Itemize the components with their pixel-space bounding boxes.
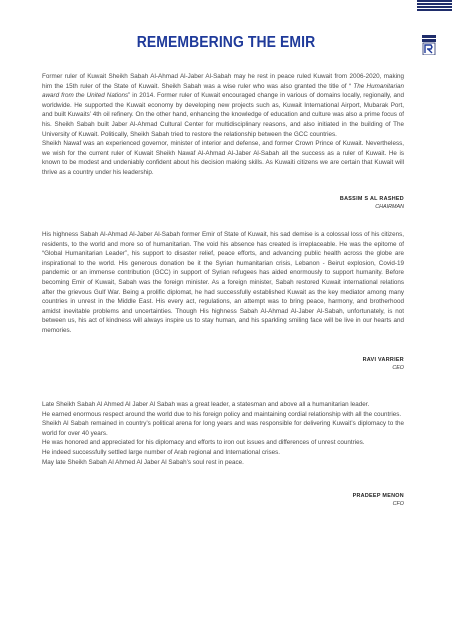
header-stripes	[417, 0, 452, 12]
cfo-line: Sheikh Al Sabah remained in country’s political arena for long years and was responsible for delivering Kuwait’s diplomacy to the world for over 40 years.	[42, 420, 404, 437]
cfo-line: He indeed successfully settled large number of Arab regional and International crises.	[42, 448, 281, 456]
signature-name: RAVI VARRIER	[362, 357, 404, 363]
ceo-signature	[42, 356, 404, 372]
cfo-line: Late Sheikh Sabah Al Ahmed Al Jaber Al Sabah was a great leader, a statesman and above all a humanitarian leader.	[42, 401, 370, 408]
signature-role: CHAIRMAN	[375, 204, 404, 210]
cfo-signature	[42, 492, 404, 508]
cfo-line: He earned enormous respect around the world due to his foreign policy and maintaining cordial relationship with all the countries.	[42, 410, 402, 418]
ceo-paragraph: His highness Sabah Al-Ahmad Al-Jaber Al-Sabah former Emir of State of Kuwait, his sad demise is a colossal loss of his citizens, residents, to the world and more so of humanitarian. The void his absence has created is irreplaceable. He was the epitome of “Global Humanitarian Leader”, his support to disaster relief, peace efforts, and advancing public health across the globe are inspirational to the world. His generous donation be it the Syrian humanitarian crisis, Lebanon - Beirut explosion, Covid-19 pandemic or an immense contribution (GCC) in support of Syrian refugees has aided enormously to support humanity. Before becoming Emir of Kuwait, Sabah was the foreign minister. As a foreign minister, Sabah restored Kuwait international relations after the grievous Gulf War. Being a prolific diplomat, he had successfully established Kuwait as the key mediator among many countries in unrest in the Middle East. His every act, regulations, an attempt was to bring peace, harmony, and brotherhood amidst inevitable problems and uncertainties. Though His highness Sabah Al-Ahmad Al-Jaber Al-Sabah, unfortunately, is not between us, his act of kindness will always inspire us to stay human, and his sparkling smiling face will be live in our hearts and memories.	[42, 231, 404, 334]
cfo-line: He was honored and appreciated for his diplomacy and efforts to iron out issues and differences of unrest countries.	[42, 439, 365, 447]
chairman-paragraph-1: Former ruler of Kuwait Sheikh Sabah Al-Ahmad Al-Jaber Al-Sabah may he rest in peace ruled Kuwait from 2006-2020, making him the 15th ruler of the State of Kuwait. Sheikh Sabah was a wise ruler who was also granted the title of “ The Humanitarian award from the United Nations” in 2014. Former ruler of Kuwait encouraged change in various of domains locally, regionally, and worldwide. He supported the Kuwait economy by developing new projects such as, Kuwait International Airport, Mubarak Port, and built Kuwaits’ 4th oil refinery. On the other hand, enhancing the knowledge of education and culture was also a prime focus of his. Sheikh Sabah built Jaber Al-Ahmad Cultural Center for multidisciplinary reasons, and also initiated in the building of The University of Kuwait. Politically, Sheikh Sabah tried to restore the relationship between the GCC countries.	[42, 73, 404, 138]
chairman-message	[42, 72, 404, 178]
signature-name: PRADEEP MENON	[352, 493, 404, 499]
signature-name: BASSIM S AL RASHED	[339, 196, 404, 202]
signature-role: CEO	[392, 365, 404, 371]
cfo-message	[42, 400, 404, 467]
signature-role: CFO	[392, 501, 404, 507]
chairman-paragraph-2: Sheikh Nawaf was an experienced governor, minister of interior and defense, and former Crown Prince of Kuwait. Nevertheless, we wish for the current ruler of Kuwait Sheikh Nawaf Al-Ahmad Al-Jaber Al-Sabah all the success as a ruler of Kuwait. He is known to be modest and undeniably confident about his decision making skills. As Kuwaiti citizens we are certain that Kuwait will thrive as a country under his leadership.	[42, 140, 404, 176]
cfo-line: May late Sheikh Sabah Al Ahmed Al Jaber Al Sabah’s soul rest in peace.	[42, 458, 244, 466]
page-title: REMEMBERING THE EMIR	[136, 34, 316, 51]
chairman-signature	[42, 195, 404, 211]
ceo-message	[42, 230, 404, 336]
